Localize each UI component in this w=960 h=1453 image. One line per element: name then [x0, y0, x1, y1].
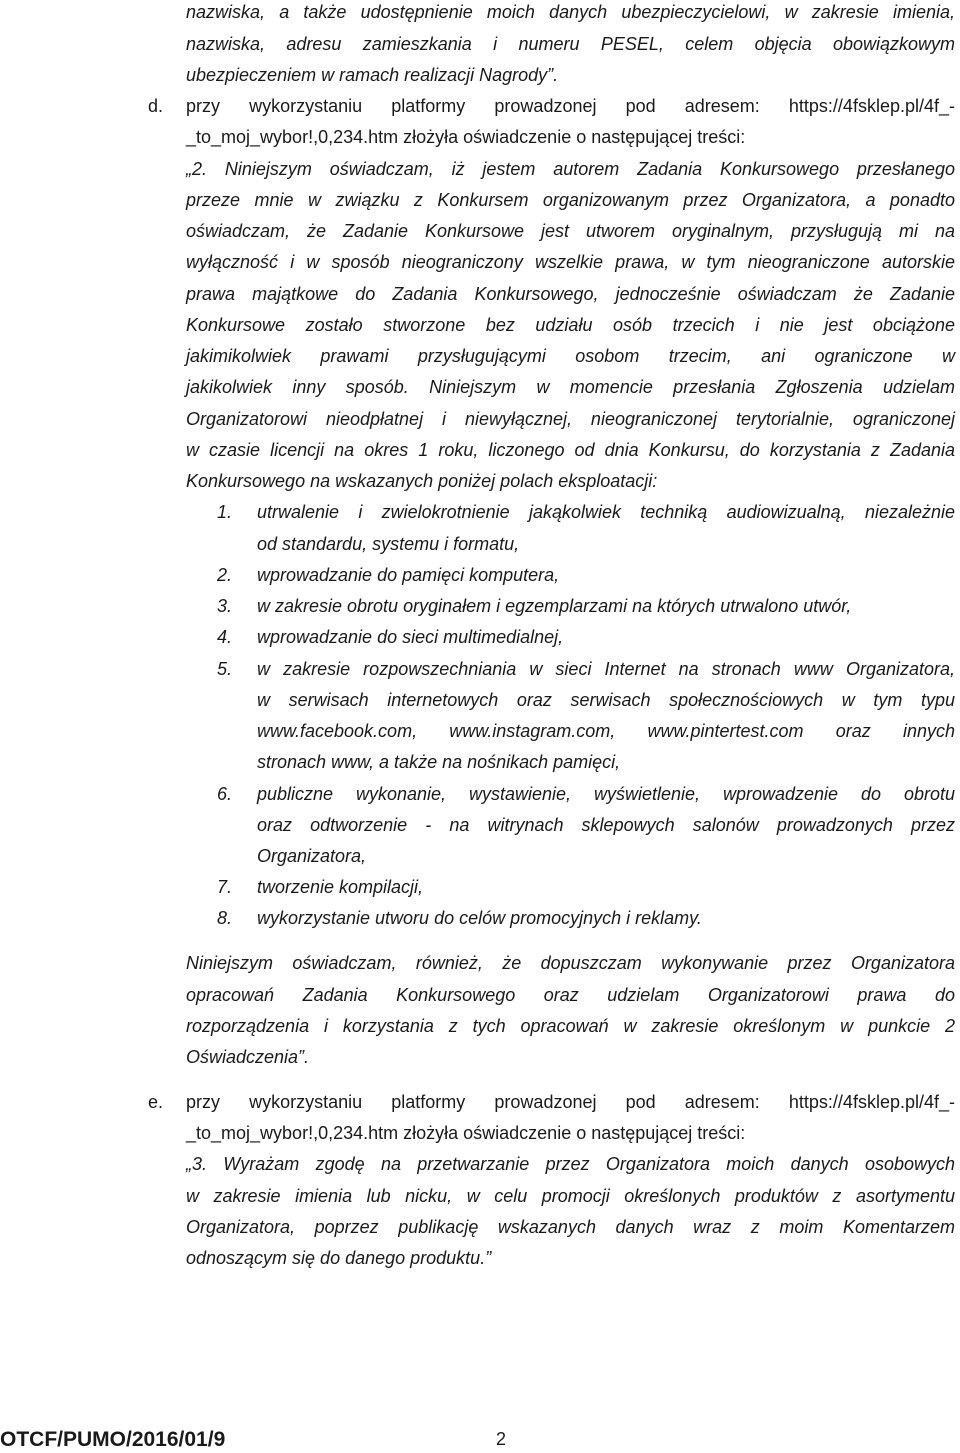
- statement-2-line-9: Organizatorowi nieodpłatnej i niewyłącznej, nieograniczonej terytorialnie, ograniczonej: [186, 409, 955, 429]
- statement-3-line-2: w zakresie imienia lub nicku, w celu promocji określonych produktów z asortymentu: [186, 1186, 955, 1206]
- section-d-marker: d.: [148, 96, 164, 116]
- further-statement-line-3: rozporządzenia i korzystania z tych opracowań w zakresie określonym w punkcie 2: [186, 1016, 955, 1036]
- statement-2-line-10: w czasie licencji na okres 1 roku, liczonego od dnia Konkursu, do korzystania z Zadania: [186, 440, 955, 460]
- section-d-heading-line-2: _to_moj_wybor!,0,234.htm złożyła oświadczenie o następującej treści:: [186, 127, 746, 147]
- list-item-line: w serwisach internetowych oraz serwisach społecznościowych w tym typu: [257, 690, 955, 710]
- statement-2-line-4: wyłączność i w sposób nieograniczony wszelkie prawa, w tym nieograniczone autorskie: [186, 252, 955, 272]
- statement-2-line-5: prawa majątkowe do Zadania Konkursowego, jednocześnie oświadczam że Zadanie: [186, 284, 955, 304]
- list-item-line: oraz odtworzenie - na witrynach sklepowych salonów prowadzonych przez: [257, 815, 955, 835]
- list-number: 8.: [217, 908, 233, 928]
- page-number: 2: [496, 1429, 507, 1449]
- list-number: 6.: [217, 784, 233, 804]
- section-e-heading: przy wykorzystaniu platformy prowadzonej pod adresem: https://4fsklep.pl/4f_-: [186, 1092, 955, 1112]
- statement-3-line-3: Organizatora, poprzez publikację wskazanych danych wraz z moim Komentarzem: [186, 1217, 955, 1237]
- intro-line-3: ubezpieczeniem w ramach realizacji Nagrody”.: [186, 65, 559, 85]
- list-item-line: wprowadzanie do sieci multimedialnej,: [257, 627, 564, 647]
- statement-2-line-7: jakimikolwiek prawami przysługującymi osobom trzecim, ani ograniczone w: [186, 346, 955, 366]
- list-item-line: wprowadzanie do pamięci komputera,: [257, 565, 560, 585]
- list-item-line: wykorzystanie utworu do celów promocyjnych i reklamy.: [257, 908, 702, 928]
- list-number: 1.: [217, 502, 233, 522]
- list-item-line: tworzenie kompilacji,: [257, 877, 424, 897]
- intro-line-1: nazwiska, a także udostępnienie moich danych ubezpieczycielowi, w zakresie imienia,: [186, 2, 955, 22]
- list-item-line: stronach www, a także na nośnikach pamięci,: [257, 752, 621, 772]
- statement-2-line-3: oświadczam, że Zadanie Konkursowe jest utworem oryginalnym, przysługują mi na: [186, 221, 955, 241]
- list-item-line: w zakresie rozpowszechniania w sieci Internet na stronach www Organizatora,: [257, 659, 955, 679]
- list-item-line: od standardu, systemu i formatu,: [257, 534, 520, 554]
- statement-2-line-1: „2. Niniejszym oświadczam, iż jestem autorem Zadania Konkursowego przesłanego: [186, 159, 955, 179]
- section-e-marker: e.: [148, 1092, 164, 1112]
- further-statement-line-2: opracowań Zadania Konkursowego oraz udzielam Organizatorowi prawa do: [186, 985, 955, 1005]
- list-number: 4.: [217, 627, 233, 647]
- list-item-line: publiczne wykonanie, wystawienie, wyświetlenie, wprowadzenie do obrotu: [257, 784, 955, 804]
- list-item-line: w zakresie obrotu oryginałem i egzemplarzami na których utrwalono utwór,: [257, 596, 852, 616]
- list-number: 5.: [217, 659, 233, 679]
- list-number: 7.: [217, 877, 233, 897]
- list-item-line: utrwalenie i zwielokrotnienie jakąkolwiek techniką audiowizualną, niezależnie: [257, 502, 955, 522]
- statement-2-line-11: Konkursowego na wskazanych poniżej polach eksploatacji:: [186, 471, 658, 491]
- list-number: 2.: [217, 565, 233, 585]
- statement-2-line-2: przeze mnie w związku z Konkursem organizowanym przez Organizatora, a ponadto: [186, 190, 955, 210]
- further-statement-line-4: Oświadczenia”.: [186, 1047, 310, 1067]
- list-item-line: Organizatora,: [257, 846, 367, 866]
- statement-2-line-6: Konkursowe zostało stworzone bez udziału osób trzecich i nie jest obciążone: [186, 315, 955, 335]
- list-number: 3.: [217, 596, 233, 616]
- section-e-heading-line-2: _to_moj_wybor!,0,234.htm złożyła oświadczenie o następującej treści:: [186, 1123, 746, 1143]
- document-code: OTCF/PUMO/2016/01/9: [0, 1428, 226, 1451]
- intro-line-2: nazwiska, adresu zamieszkania i numeru PESEL, celem objęcia obowiązkowym: [186, 34, 955, 54]
- statement-3-line-1: „3. Wyrażam zgodę na przetwarzanie przez Organizatora moich danych osobowych: [186, 1154, 955, 1174]
- further-statement-line-1: Niniejszym oświadczam, również, że dopuszczam wykonywanie przez Organizatora: [186, 953, 955, 973]
- list-item-line: www.facebook.com, www.instagram.com, www.pintertest.com oraz innych: [257, 721, 955, 741]
- statement-3-line-4: odnoszącym się do danego produktu.”: [186, 1248, 492, 1268]
- section-d-heading: przy wykorzystaniu platformy prowadzonej pod adresem: https://4fsklep.pl/4f_-: [186, 96, 955, 116]
- statement-2-line-8: jakikolwiek inny sposób. Niniejszym w momencie przesłania Zgłoszenia udzielam: [186, 377, 955, 397]
